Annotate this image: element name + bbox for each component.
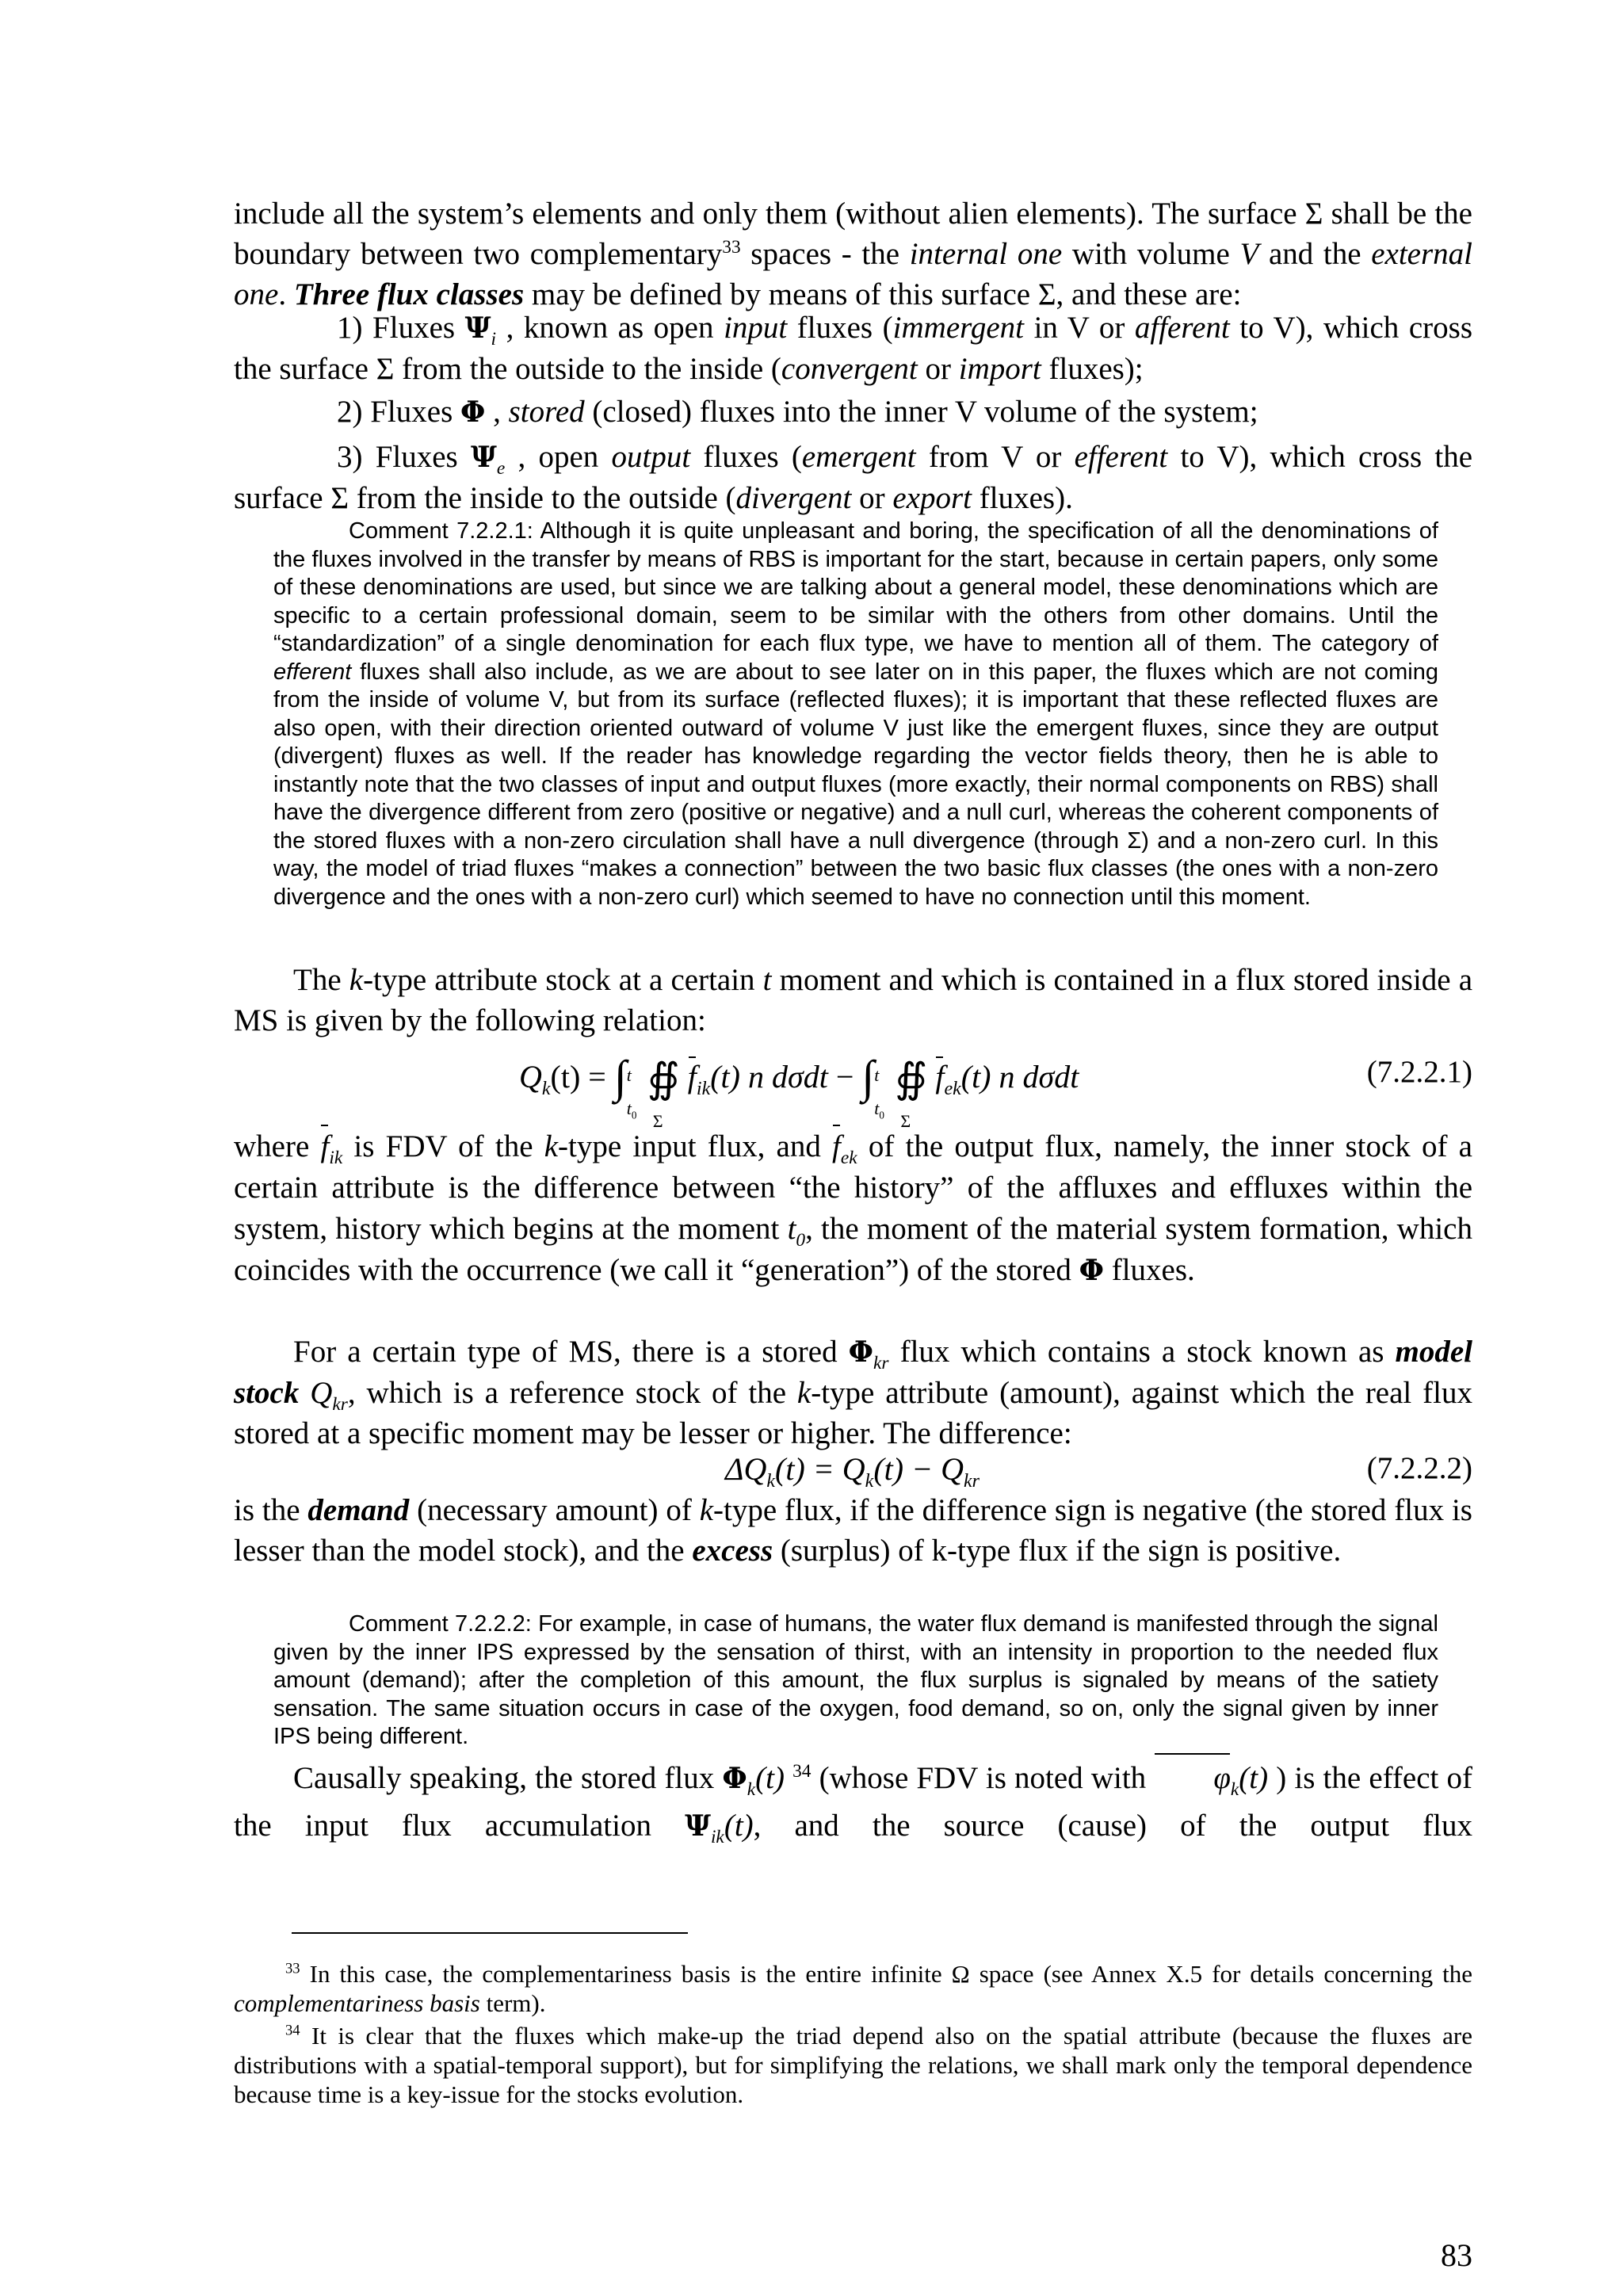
body-paragraph: For a certain type of MS, there is a stored $\Phi_{kr}$ flux which contains a stock known as model stock $Q_{kr}$, which is a reference stock of the k-type attribute (amount), against which the real flux stored at a specific moment may be lesser or higher. The difference:: [234, 1335, 1473, 1450]
comment-block: Comment 7.2.2.1: Although it is quite unpleasant and boring, the specification of all the denominations of the fluxes involved in the transfer by means of RBS is important for the start, because in certain papers, only some of these denominations are used, but since we are talking about a general model, these denominations which are specific to a certain professional domain, seem to be similar with the others from other domains. Until the “standardization” of a single denomination for each flux type, we have to mention all of them. The category of efferent fluxes shall also include, as we are about to see later on in this paper, the fluxes which are not coming from the inside of volume V, but from its surface (reflected fluxes); it is important that these reflected fluxes are also open, with their direction oriented outward of volume V just like the emergent fluxes, since they are output (divergent) fluxes as well. If the reader has knowledge regarding the vector fields theory, then he is able to instantly note that the two classes of input and output fluxes (more exactly, their normal components on RBS) shall have the divergence different from zero (positive or negative) and a null curl, whereas the coherent components of the stored fluxes with a non-zero circulation shall have a null divergence (through Σ) and a non-zero curl. In this way, the model of triad fluxes “makes a connection” between the two basic flux classes (the ones with a non-zero divergence and the ones with a non-zero curl) which seemed to have no connection until this moment.: [273, 518, 1438, 910]
list-item: 3) Fluxes $\Psi_e$ , open output fluxes (emergent from V or efferent to V), which cross the surface Σ from the inside to the outside (divergent or export fluxes).: [234, 440, 1473, 515]
body-paragraph: where $f_{ik}$ is FDV of the k-type input flux, and $f_{ek}$ of the output flux, namely, the inner stock of a certain attribute is the difference between “the history” of the affluxes and effluxes within the system, history which begins at the moment $t_0$, the moment of the material system formation, which coincides with the occurrence (we call it “generation”) of the stored Φ fluxes.: [234, 1126, 1472, 1291]
footnote-ref[interactable]: 33: [722, 237, 741, 258]
equation-number: (7.2.2.1): [1366, 1055, 1472, 1089]
footnote: $^{33}$ In this case, the complementariness basis is the entire infinite Ω space (see Annex X.5 for details concerning the complementariness basis term).: [234, 1960, 1472, 2017]
page-number: 83: [1441, 2237, 1472, 2273]
flux-class-list: [234, 308, 1472, 518]
list-item: 1) Fluxes $\Psi_i$ , known as open input fluxes (immergent in V or afferent to V), which cross the surface Σ from the outside to the inside (convergent or import fluxes);: [234, 311, 1472, 386]
body-paragraph: Causally speaking, the stored flux $\Phi_k(t)$ $^{34}$ (whose FDV is noted with $\varphi_k(t)$ ) is the effect of the input flux accumulation $\Psi_{ik}(t)$, and the source (cause) of the output flux: [234, 1755, 1472, 1850]
body-paragraph: The k-type attribute stock at a certain t moment and which is contained in a flux stored inside a MS is given by the following relation:: [234, 963, 1473, 1037]
body-paragraph: is the demand (necessary amount) of k-type flux, if the difference sign is negative (the stored flux is lesser than the model stock), and the excess (surplus) of k-type flux if the sign is positive.: [234, 1493, 1472, 1568]
comment-block: Comment 7.2.2.2: For example, in case of humans, the water flux demand is manifested through the signal given by the inner IPS expressed by the sensation of thirst, with an intensity in proportion to the needed flux amount (demand); after the completion of this amount, the flux surplus is signaled by means of the satiety sensation. The same situation occurs in case of the oxygen, food demand, so on, only the signal given by inner IPS being different.: [273, 1611, 1438, 1749]
list-item: 2) Fluxes Φ , stored (closed) fluxes into the inner V volume of the system;: [337, 395, 1258, 429]
footnote: $^{34}$ It is clear that the fluxes which make-up the triad depend also on the spatial attribute (because the fluxes are distributions with a spatial-temporal support), but for simplifying the relations, we shall mark only the temporal dependence because time is a key-issue for the stocks evolution.: [234, 2022, 1472, 2108]
equation-7-2-2-2: $\Delta Q_k(t) = Q_k(t) - Q_{kr}$: [725, 1451, 980, 1492]
equation-number: (7.2.2.2): [1366, 1451, 1472, 1485]
footnotes: [234, 1959, 1472, 2109]
footnote-separator: [292, 1932, 688, 1934]
body-paragraph: include all the system’s elements and only them (without alien elements). The surface Σ shall be the boundary between two complementary$^{33}$ spaces - the internal one with volume V and the external one. Three flux classes may be defined by means of this surface Σ, and these are:: [234, 197, 1472, 311]
equation-7-2-2-1: $Q_k(t)$ = ∫ t $t_0$ ∯ Σ $f_{ik}(t)$ n dσdt − ∫ t $t_0$ ∯ Σ $f_{ek}(t)$ n dσdt: [519, 1051, 1079, 1131]
footnote-ref[interactable]: 34: [792, 1761, 812, 1782]
